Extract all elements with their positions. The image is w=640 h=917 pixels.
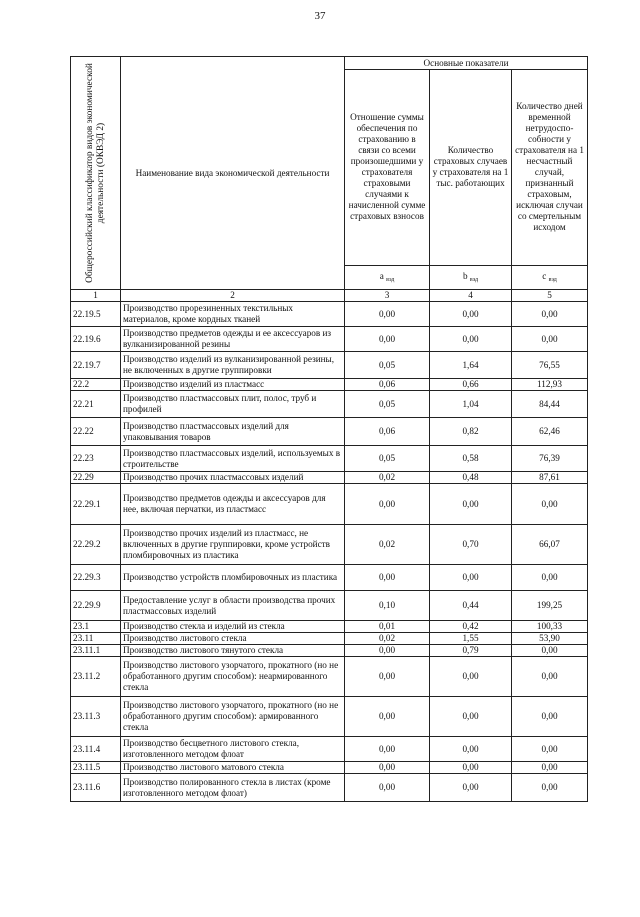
ratio-a-value: 0,00 [345,327,430,352]
activity-name: Производство пластмассовых изделий, используемых в строительстве [121,446,345,472]
activity-name: Производство пластмассовых плит, полос, труб и профилей [121,391,345,418]
page-number: 37 [314,10,326,22]
ratio-a-value: 0,00 [345,565,430,591]
table-row [71,472,588,484]
ratio-a-value: 0,02 [345,472,430,484]
activity-code: 22.19.6 [71,327,121,352]
activity-name: Производство прочих изделий из пластмасс, не включенных в другие группировки, кроме устройств пломбировочных из пластика [121,525,345,565]
activity-code: 22.29.3 [71,565,121,591]
cases-b-value: 0,00 [430,565,512,591]
activity-name: Производство прорезиненных текстильных материалов, кроме кордных тканей [121,302,345,327]
days-c-value: 0,00 [512,762,588,774]
cases-b-value: 0,00 [430,484,512,525]
activity-name: Производство стекла и изделий из стекла [121,621,345,633]
ratio-a-value: 0,06 [345,418,430,446]
table-row [71,302,588,327]
cases-b-value: 1,64 [430,352,512,379]
ratio-a-value: 0,02 [345,633,430,645]
cases-b-value: 1,04 [430,391,512,418]
activity-code: 23.11.1 [71,645,121,657]
ratio-a-value: 0,06 [345,379,430,391]
activity-name-header: Наименование вида экономической деятельности [121,57,345,290]
ratio-a-value: 0,00 [345,774,430,802]
activity-code: 22.29.1 [71,484,121,525]
days-c-value: 62,46 [512,418,588,446]
table-row [71,446,588,472]
days-c-value: 100,33 [512,621,588,633]
activity-name: Производство прочих пластмассовых изделий [121,472,345,484]
days-c-value: 76,39 [512,446,588,472]
ratio-a-value: 0,01 [345,621,430,633]
ratio-a-value: 0,00 [345,302,430,327]
activity-code: 23.11.3 [71,697,121,737]
days-c-value: 112,93 [512,379,588,391]
ratio-a-value: 0,00 [345,657,430,697]
table-row [71,697,588,737]
column-number-2: 2 [121,290,345,302]
activity-code: 22.19.5 [71,302,121,327]
activity-name: Производство листового узорчатого, прокатного (но не обработанного другим способом): армированного стекла [121,697,345,737]
column-number-5: 5 [512,290,588,302]
activity-code: 22.29.2 [71,525,121,565]
table-row [71,391,588,418]
activity-name: Производство изделий из вулканизированной резины, не включенных в другие группировки [121,352,345,379]
cases-b-value: 0,00 [430,302,512,327]
activity-code: 22.2 [71,379,121,391]
activity-code: 23.1 [71,621,121,633]
days-c-value: 0,00 [512,774,588,802]
activity-name: Производство листового стекла [121,633,345,645]
col-b-symbol: b $_{вэд}$ [430,265,512,289]
table-row [71,633,588,645]
activity-name: Производство устройств пломбировочных из пластика [121,565,345,591]
col-c-header: Количество дней временной нетрудоспо-собности у страхователя на 1 несчастный случай, признанный страховым, исключая случаи со смертельным исходом [512,70,588,266]
activity-name: Производство предметов одежды и аксессуаров для нее, включая перчатки, из пластмасс [121,484,345,525]
ratio-a-value: 0,00 [345,762,430,774]
activity-code: 23.11.4 [71,737,121,762]
activity-name: Производство полированного стекла в листах (кроме изготовленного методом флоат) [121,774,345,802]
table-row [71,774,588,802]
col-b-header: Количество страховых случаев у страхователя на 1 тыс. работающих [430,70,512,266]
days-c-value: 0,00 [512,737,588,762]
ratio-a-value: 0,00 [345,645,430,657]
table-row [71,737,588,762]
activity-code: 23.11.6 [71,774,121,802]
cases-b-value: 0,00 [430,657,512,697]
table-row [71,418,588,446]
table-row [71,484,588,525]
activity-code: 23.11.5 [71,762,121,774]
days-c-value: 0,00 [512,565,588,591]
cases-b-value: 0,58 [430,446,512,472]
main-indicators-header: Основные показатели [345,57,588,70]
ratio-a-value: 0,05 [345,446,430,472]
cases-b-value: 0,66 [430,379,512,391]
days-c-value: 87,61 [512,472,588,484]
indicators-table [70,56,588,802]
days-c-value: 0,00 [512,657,588,697]
col-a-header: Отношение суммы обеспечения по страхованию в связи со всеми произошедшими у страхователя страховыми случаями к начисленной сумме страховых взносов [345,70,430,266]
activity-code: 22.29 [71,472,121,484]
activity-code: 22.22 [71,418,121,446]
table-row [71,621,588,633]
table-row [71,645,588,657]
okved-header: Общероссийский классификатор видов экономической деятельности (ОКВЭД 2) [71,57,121,290]
activity-name: Производство предметов одежды и ее аксессуаров из вулканизированной резины [121,327,345,352]
days-c-value: 199,25 [512,591,588,621]
cases-b-value: 0,00 [430,327,512,352]
activity-name: Предоставление услуг в области производства прочих пластмассовых изделий [121,591,345,621]
cases-b-value: 0,82 [430,418,512,446]
table-row [71,327,588,352]
table-row [71,591,588,621]
table-row [71,379,588,391]
activity-code: 23.11 [71,633,121,645]
cases-b-value: 0,70 [430,525,512,565]
activity-code: 23.11.2 [71,657,121,697]
ratio-a-value: 0,02 [345,525,430,565]
table-row [71,565,588,591]
table-row [71,657,588,697]
days-c-value: 0,00 [512,484,588,525]
col-a-symbol: a $_{вэд}$ [345,265,430,289]
cases-b-value: 0,44 [430,591,512,621]
ratio-a-value: 0,05 [345,352,430,379]
cases-b-value: 0,00 [430,737,512,762]
days-c-value: 84,44 [512,391,588,418]
activity-name: Производство пластмассовых изделий для упаковывания товаров [121,418,345,446]
activity-name: Производство бесцветного листового стекла, изготовленного методом флоат [121,737,345,762]
activity-code: 22.29.9 [71,591,121,621]
column-number-1: 1 [71,290,121,302]
ratio-a-value: 0,00 [345,484,430,525]
activity-code: 22.21 [71,391,121,418]
ratio-a-value: 0,10 [345,591,430,621]
cases-b-value: 0,42 [430,621,512,633]
days-c-value: 0,00 [512,697,588,737]
days-c-value: 0,00 [512,645,588,657]
activity-code: 22.19.7 [71,352,121,379]
activity-name: Производство листового узорчатого, прокатного (но не обработанного другим способом): неармированного стекла [121,657,345,697]
activity-name: Производство листового тянутого стекла [121,645,345,657]
table-row [71,762,588,774]
cases-b-value: 0,00 [430,762,512,774]
ratio-a-value: 0,00 [345,697,430,737]
activity-code: 22.23 [71,446,121,472]
ratio-a-value: 0,05 [345,391,430,418]
ratio-a-value: 0,00 [345,737,430,762]
activity-name: Производство листового матового стекла [121,762,345,774]
activity-name: Производство изделий из пластмасс [121,379,345,391]
table-row [71,525,588,565]
days-c-value: 53,90 [512,633,588,645]
cases-b-value: 0,00 [430,697,512,737]
table-body [71,302,588,802]
table-row [71,352,588,379]
cases-b-value: 0,79 [430,645,512,657]
cases-b-value: 0,48 [430,472,512,484]
cases-b-value: 1,55 [430,633,512,645]
days-c-value: 76,55 [512,352,588,379]
days-c-value: 0,00 [512,327,588,352]
cases-b-value: 0,00 [430,774,512,802]
column-number-4: 4 [430,290,512,302]
col-c-symbol: c $_{вэд}$ [512,265,588,289]
days-c-value: 66,07 [512,525,588,565]
column-number-3: 3 [345,290,430,302]
days-c-value: 0,00 [512,302,588,327]
